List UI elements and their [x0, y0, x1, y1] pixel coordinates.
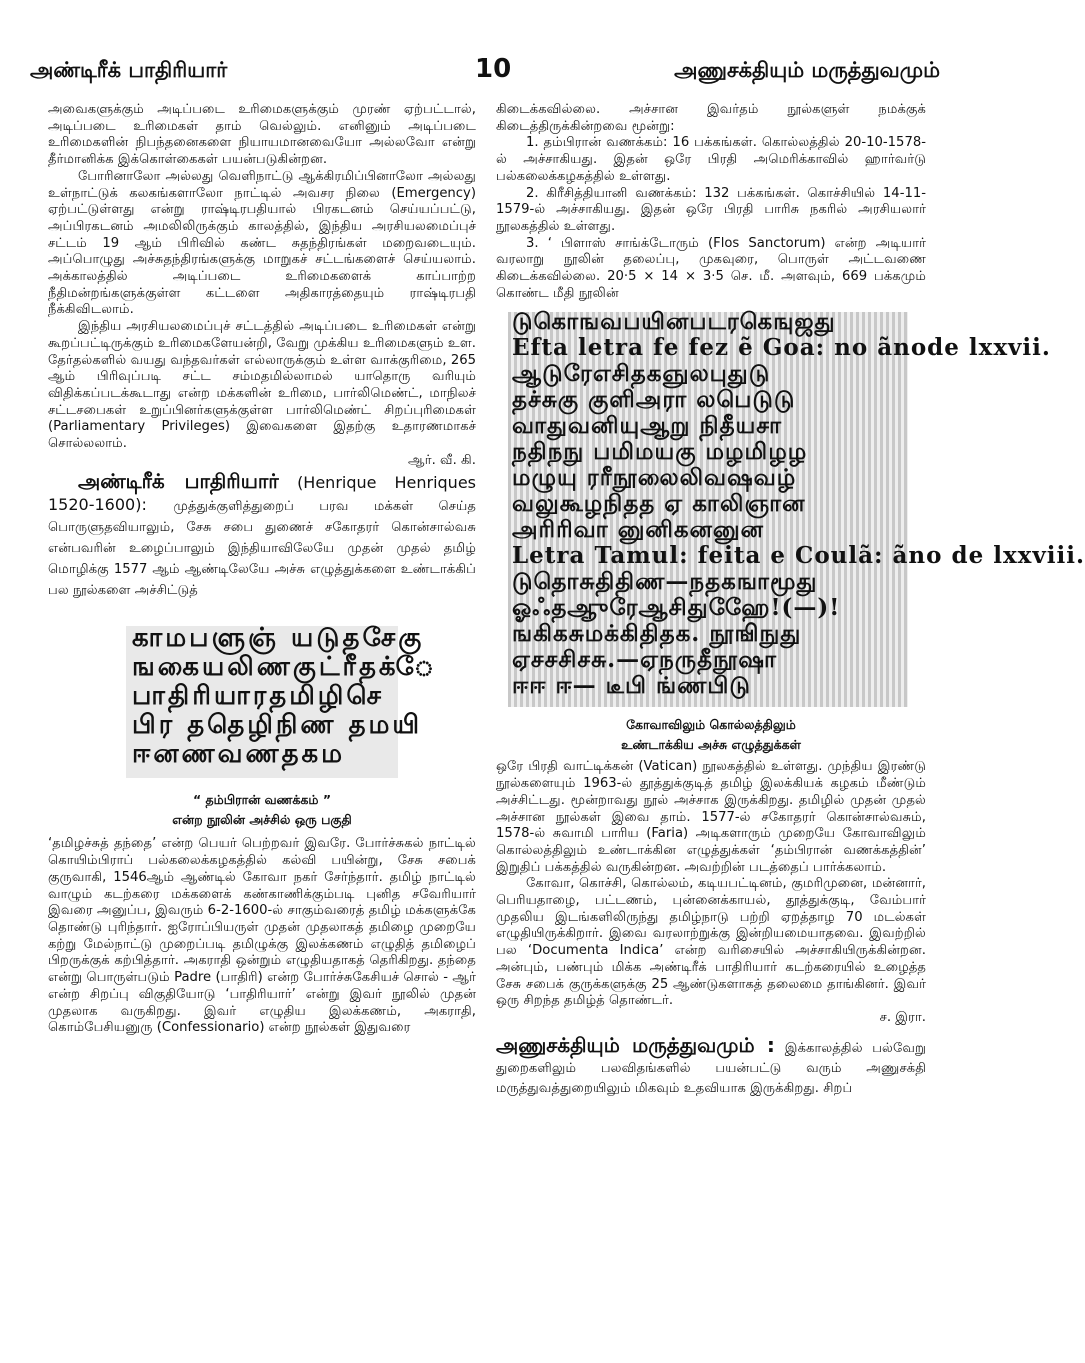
section-term: அணுசக்தியும் மருத்துவமும் : [496, 1032, 775, 1057]
figure-line: டுகொஙவபயினபடரகெஙுஜது [512, 308, 836, 336]
page-number: 10 [475, 54, 512, 84]
figure-line: அரிரிவா னுனிகனனுன [512, 516, 764, 544]
figure-line: ஓஃதஆுரேஆசிதுஹேே!(—)! [512, 594, 841, 622]
figure-line: தச்சுகு குளிஅரா லபெடுடு [512, 386, 796, 414]
paragraph: ஒரே பிரதி வாட்டிக்கன் (Vatican) நூலகத்தில் உள்ளது. முந்திய இரண்டு நூல்களையும் 1963-ல் தூத்துக்குடித் தமிழ் இலக்கியக் கழகம் மீண்டும் அச்சிட்டது. மூன்றாவது நூல் அச்சாக இருக்கிறது. தமிழில் முதன் முதல் அச்சான நூல்கள் இவை தாம். 1577-ல் சகோதரர் கொன்சால்வசும், 1578-ல் சுவாமி பாரிய (Faria) அடிகளாரும் முறையே கோவாவிலும் கொல்லத்திலும் உண்டாக்கின எழுத்துக்கள் ‘தம்பிரான் வணக்கத்தின்’ இறுதிப் பக்கத்தில் வருகின்றன. அவற்றின் படத்தைப் பார்க்கலாம். [496, 759, 926, 875]
figure-line: நதிநநு பமிமயகு மழமிழழ [512, 438, 808, 466]
figure-line: காமபளுஞ் யடுதசேகு [132, 623, 425, 654]
right-column [496, 102, 1085, 1098]
signature: ச. இரா. [879, 1009, 926, 1025]
print-sample-figure [126, 623, 437, 778]
list-item: 1. தம்பிரான் வணக்கம்: 16 பக்கங்கள். கொல்லத்தில் 20-10-1578-ல் அச்சாகியது. இதன் ஒரே பிரதி அமெரிக்காவில் ஹார்வர்டு பல்கலைக்கழகத்தில் உள்ளது. [496, 135, 926, 184]
figure-line: Letra Tamul: feita e Coulã: ãno de lxxviii. [512, 542, 1085, 570]
paragraph: அவைகளுக்கும் அடிப்படை உரிமைகளுக்கும் முரண் ஏற்பட்டால், அடிப்படை உரிமைகள் தாம் வெல்லும். எனினும் அடிப்படை உரிமைகளின் நிபந்தனைகளை நியாயமானவையோ அல்லவோ என்று தீர்மானிக்க இக்கொள்கைகள் பயன்படுகின்றன. [48, 102, 476, 168]
figure-line: ஏசசசிசசு.—ஏநருதீநூஷா [512, 646, 777, 674]
section-text: இக்காலத்தில் பல்வேறு துறைகளிலும் பலவிதங்களில் பயன்பட்டு வரும் அணுசக்தி மருத்துவத்துறையிலும் மிகவும் உதவியாக இருக்கிறது. சிறப் [496, 1040, 927, 1096]
figure-line: ஙகையலிணகுட்ரீதக்ே [132, 652, 437, 683]
figure-line: ஙகிகசுமக்கிதிதக. நூஙிநுது [512, 620, 802, 648]
signature: ஆர். வீ. கி. [408, 452, 476, 468]
caption-line: கோவாவிலும் கொல்லத்திலும் [626, 717, 796, 733]
header-left-title: அண்டிரீக் பாதிரியார் [30, 58, 228, 82]
figure-line: ஈஈ ஈ— டீபி ங்ணபிடு [512, 672, 751, 700]
figure-line: வாதுவனியுஆறு நிதீயசா [512, 412, 783, 440]
entry-text: முத்துக்குளித்துறைப் பரவ மக்கள் செய்த பொருளுதவியாலும், சேசு சபை துணைச் சகோதரர் கொன்சால்வசு என்பவரின் உழைப்பாலும் இந்தியாவிலேயே முதன் முதல் தமிழ் மொழிக்கு 1577 ஆம் ஆண்டிலேயே அச்சு எழுத்துக்களை உண்டாக்கிப் பல நூல்களை அச்சிட்டுத் [48, 499, 477, 599]
typeface-sample-figure [508, 308, 1085, 707]
paragraph: போரினாலோ அல்லது வெளிநாட்டு ஆக்கிரமிப்பினாலோ அல்லது உள்நாட்டுக் கலகங்களாலோ நாட்டில் அவசர நிலை (Emergency) ஏற்பட்டுள்ளது என்று ராஷ்டிரபதியால் பிரகடனம் செய்யப்பட்டு, அப்பிரகடனம் அமலிலிருக்கும் காலத்தில், இந்திய அரசியலமைப்புச் சட்டம் 19 ஆம் பிரிவில் கண்ட சுதந்திரங்கள் மறைவடையும். அப்பொழுது அச்சுதந்திரங்களுக்கு மாறுகச் சட்டங்களைச் செய்யலாம். அக்காலத்தில் அடிப்படை உரிமைகளைக் காப்பாற்ற நீதிமன்றங்களுக்குள்ள கட்டளை அதிகாரத்தையும் ராஷ்டிரபதி நீக்கிவிடலாம். [48, 168, 476, 318]
section-heading [496, 1032, 927, 1098]
caption-line: “ தம்பிரான் வணக்கம் ” [192, 792, 332, 808]
paragraph: இந்திய அரசியலமைப்புச் சட்டத்தில் அடிப்படை உரிமைகள் என்று கூறப்பட்டிருக்கும் உரிமைகளேயன்றி, வேறு முக்கிய உரிமைகளும் உள. தேர்தல்களில் வயது வந்தவர்கள் எல்லாருக்கும் உள்ள வாக்குரிமை, 265 ஆம் பிரிவுப்படி சட்ட சம்மதமில்லாமல் யாதொரு வரியும் விதிக்கப்படக்கூடாது என்ற மக்களின் உரிமை, பார்லிமெண்ட், மாநிலச் சட்டசபைகள் உறுப்பினர்களுக்குள்ள பார்லிமெண்ட் சிறப்புரிமைகள் (Parliamentary Privileges) இவைகளை இதற்கு உதாரணமாகச் சொல்லலாம். [48, 319, 476, 452]
list-item: 3. ‘ பிளாஸ் சாங்க்டோரும் (Flos Sanctorum) என்ற அடியார் வரலாறு நூலின் தலைப்பு, முகவுரை, பொருள் அட்டவணை கிடைக்கவில்லை. 20·5 × 14 × 3·5 செ. மீ. அளவும், 669 பக்கமும் கொண்ட மீதி நூலின் [496, 235, 926, 301]
paragraph: கோவா, கொச்சி, கொல்லம், கடியபட்டினம், குமரிமுனை, மன்னார், பெரியதாழை, பட்டணம், புன்னைக்காயல், தூத்துக்குடி, வேம்பார் முதலிய இடங்களிலிருந்து தமிழ்நாடு பற்றி ஏறத்தாழ 70 மடல்கள் எழுதியிருக்கிறார். இவை வரலாற்றுக்கு இன்றியமையாதவை. இவற்றில் பல ‘Documenta Indica’ என்ற வரிசையில் அச்சாகியிருக்கின்றன. அன்பும், பண்பும் மிக்க அண்டிரீக் பாதிரியார் கடற்கரையில் உழைத்த சேசு சபைக் குருக்களுக்கு 25 ஆண்டுகளாகத் தலைமை தாங்கினர். இவர் ஒரு சிறந்த தமிழ்த் தொண்டர். [496, 876, 926, 1009]
entry-term: அண்டிரீக் பாதிரியார் [78, 469, 279, 494]
caption-line: உண்டாக்கிய அச்சு எழுத்துக்கள் [621, 737, 801, 753]
figure-line: ஆடுரேஎசிதகஞுலபுதுடு [512, 360, 771, 388]
figure-line: பிர ததெழிநிண தமயி [132, 710, 423, 741]
figure-caption [48, 790, 476, 830]
figure-line: Efta letra fe fez ẽ Goa: no ãnode lxxvii. [512, 334, 1051, 362]
figure-line: ஈனணவணதகம [132, 739, 346, 770]
paragraph: கிடைக்கவில்லை. அச்சான இவர்தம் நூல்களுள் நமக்குக் கிடைத்திருக்கின்றவை மூன்று: [496, 102, 926, 134]
page-header [30, 54, 940, 92]
entry-latin: (Henrique Henriques 1520-1600): [48, 473, 476, 515]
entry-heading [48, 471, 476, 600]
figure-line: மழுயு ரரீநூலைலிவஷவழ் [512, 464, 797, 492]
figure-line: வலுகூழநிதத ஏ காலிஞான [512, 490, 806, 518]
left-column [48, 102, 476, 1037]
caption-line: என்ற நூலின் அச்சில் ஒரு பகுதி [172, 812, 352, 828]
paragraph: ‘தமிழச்சுத் தந்தை’ என்ற பெயர் பெற்றவர் இவரே. போர்ச்சுகல் நாட்டில் கொயிம்பிராப் பல்கலைக்கழகத்தில் கல்வி பயின்று, சேசு சபைக் குருவாகி, 1546ஆம் ஆண்டில் கோவா நகர் சேர்ந்தார். தமிழ் நாட்டில் வாழும் கடற்கரை மக்களைக் கண்காணிக்கும்படி புனித சவேரியார் இவரை அனுப்ப, இவரும் 6-2-1600-ல் சாகும்வரைத் தமிழ் மக்களுக்கே தொண்டு புரிந்தார். ஐரோப்பியருள் முதன் முதலாகத் தமிழை முறையே கற்று மேல்நாட்டு முறைப்படி தமிழுக்கு இலக்கணம் எழுதித் தமிழைப் பிறருக்குக் கற்பித்தார். அகராதி ஒன்றும் எழுதியதாகத் தெரிகிறது. தந்தை என்று பொருள்படும் Padre (பாதிரி) என்ற போர்ச்சுகேசியச் சொல் - ஆர் என்ற சிறப்பு விகுதியோடு ‘பாதிரியார்’ என்று இவர் நூலில் முதன் முதலாக வருகிறது. இவர் எழுதிய இலக்கணம், அகராதி, கொம்பேசியனுரு (Confessionario) என்ற நூல்கள் இதுவரை [48, 836, 476, 1036]
list-item: 2. கிரீசித்தியானி வணக்கம்: 132 பக்கங்கள். கொச்சியில் 14-11-1579-ல் அச்சாகியது. இதன் ஒரே பிரதி பாரிசு நகரில் அரசியலார் நூலகத்தில் உள்ளது. [496, 185, 926, 234]
figure-caption [496, 715, 926, 755]
header-right-title: அணுசக்தியும் மருத்துவமும் [674, 58, 940, 82]
figure-line: பாதிரியாரதமிழிசெ [132, 681, 385, 712]
figure-line: டுதொசுதிதிண—நதகஙாமூது [512, 568, 818, 596]
